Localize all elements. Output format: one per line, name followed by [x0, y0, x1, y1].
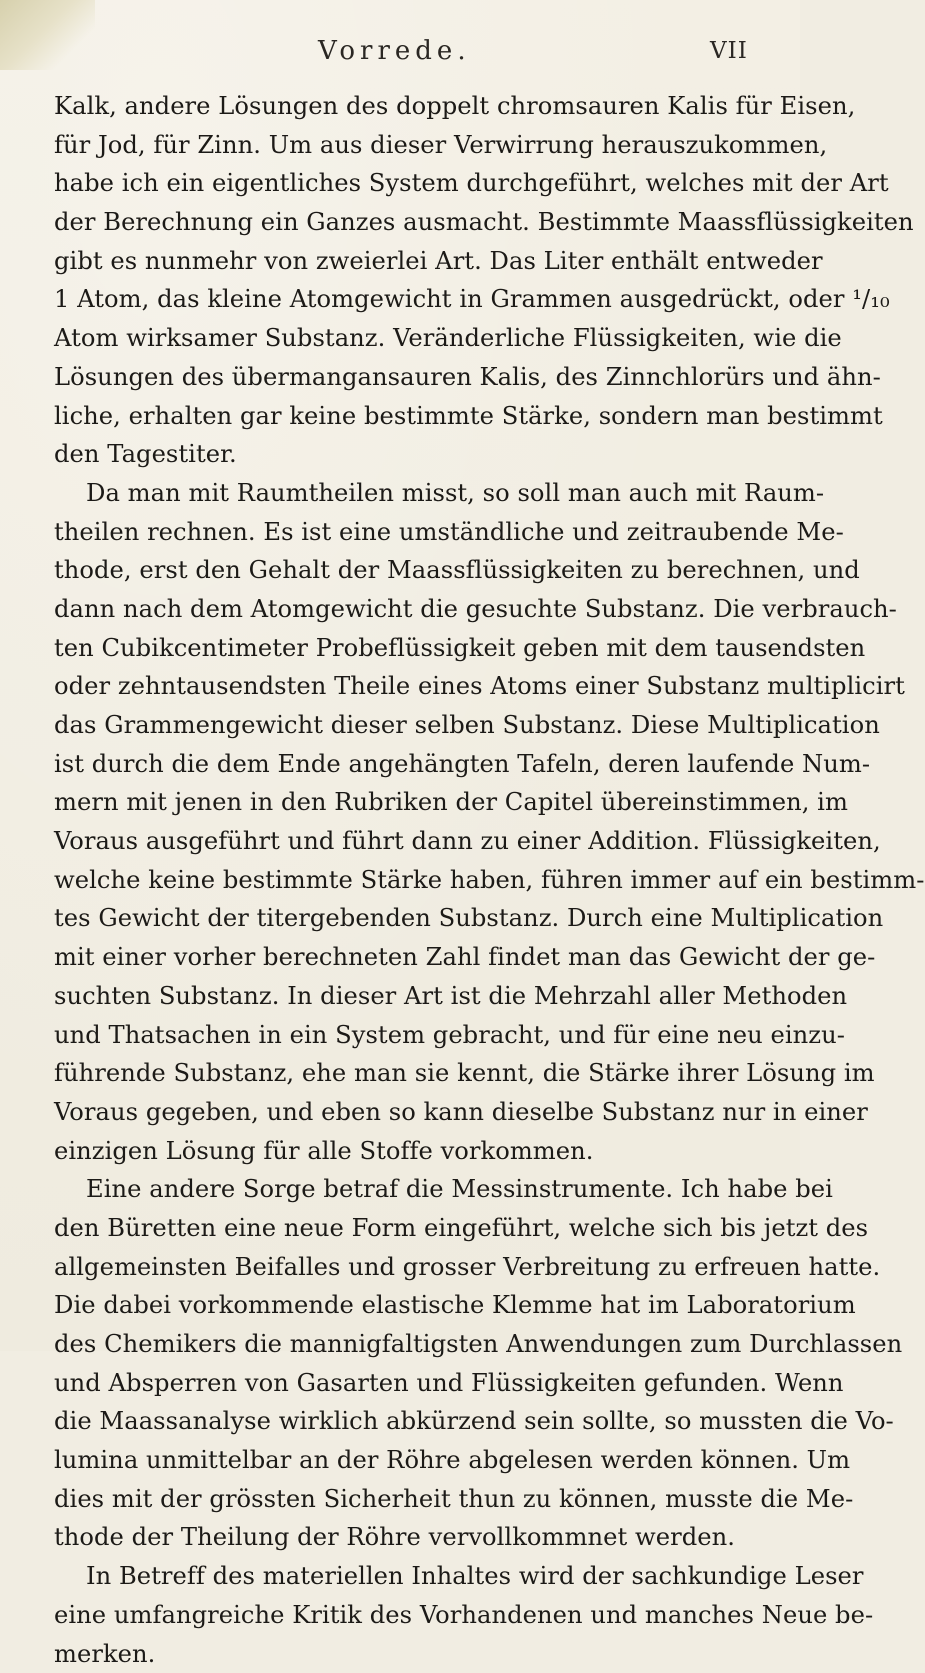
text-line: Voraus ausgeführt und führt dann zu einer Addition. Flüssigkeiten,: [54, 822, 770, 861]
text-line: lumina unmittelbar an der Röhre abgelesen werden können. Um: [54, 1441, 770, 1480]
text-line: der Berechnung ein Ganzes ausmacht. Bestimmte Maassflüssigkeiten: [54, 203, 770, 242]
text-line: das Grammengewicht dieser selben Substanz. Diese Multiplication: [54, 706, 770, 745]
text-line: mern mit jenen in den Rubriken der Capitel übereinstimmen, im: [54, 783, 770, 822]
text-line: suchten Substanz. In dieser Art ist die Mehrzahl aller Methoden: [54, 977, 770, 1016]
text-line: Eine andere Sorge betraf die Messinstrumente. Ich habe bei: [54, 1170, 770, 1209]
running-title: Vorrede.: [318, 36, 471, 66]
text-line: mit einer vorher berechneten Zahl findet man das Gewicht der ge-: [54, 938, 770, 977]
text-line: habe ich ein eigentliches System durchgeführt, welches mit der Art: [54, 164, 770, 203]
text-line: Kalk, andere Lösungen des doppelt chromsauren Kalis für Eisen,: [54, 87, 770, 126]
text-line: welche keine bestimmte Stärke haben, führen immer auf ein bestimm-: [54, 861, 770, 900]
text-line: die Maassanalyse wirklich abkürzend sein sollte, so mussten die Vo-: [54, 1402, 770, 1441]
text-line: eine umfangreiche Kritik des Vorhandenen und manches Neue be-: [54, 1596, 770, 1635]
text-line: gibt es nunmehr von zweierlei Art. Das Liter enthält entweder: [54, 242, 770, 281]
running-header: [0, 36, 800, 76]
text-line: thode, erst den Gehalt der Maassflüssigkeiten zu berechnen, und: [54, 551, 770, 590]
text-line: des Chemikers die mannigfaltigsten Anwendungen zum Durchlassen: [54, 1325, 770, 1364]
text-line: und Thatsachen in ein System gebracht, und für eine neu einzu-: [54, 1016, 770, 1055]
text-line: liche, erhalten gar keine bestimmte Stärke, sondern man bestimmt: [54, 397, 770, 436]
text-line: tes Gewicht der titergebenden Substanz. Durch eine Multiplication: [54, 899, 770, 938]
text-line: Atom wirksamer Substanz. Veränderliche Flüssigkeiten, wie die: [54, 319, 770, 358]
text-line: einzigen Lösung für alle Stoffe vorkommen.: [54, 1132, 770, 1171]
text-line: den Büretten eine neue Form eingeführt, welche sich bis jetzt des: [54, 1209, 770, 1248]
text-line: für Jod, für Zinn. Um aus dieser Verwirrung herauszukommen,: [54, 126, 770, 165]
text-line: 1 Atom, das kleine Atomgewicht in Grammen ausgedrückt, oder ¹/₁₀: [54, 280, 770, 319]
text-line: und Absperren von Gasarten und Flüssigkeiten gefunden. Wenn: [54, 1364, 770, 1403]
text-line: allgemeinsten Beifalles und grosser Verbreitung zu erfreuen hatte.: [54, 1248, 770, 1287]
text-line: oder zehntausendsten Theile eines Atoms einer Substanz multiplicirt: [54, 667, 770, 706]
text-line: Voraus gegeben, und eben so kann dieselbe Substanz nur in einer: [54, 1093, 770, 1132]
text-line: ten Cubikcentimeter Probeflüssigkeit geben mit dem tausendsten: [54, 629, 770, 668]
text-line: Die dabei vorkommende elastische Klemme hat im Laboratorium: [54, 1286, 770, 1325]
text-line: Da man mit Raumtheilen misst, so soll man auch mit Raum-: [54, 474, 770, 513]
page-number: VII: [710, 38, 748, 64]
text-line: dies mit der grössten Sicherheit thun zu können, musste die Me-: [54, 1480, 770, 1519]
body-text: [54, 87, 770, 1673]
text-line: theilen rechnen. Es ist eine umständliche und zeitraubende Me-: [54, 513, 770, 552]
text-line: Lösungen des übermangansauren Kalis, des Zinnchlorürs und ähn-: [54, 358, 770, 397]
text-line: ist durch die dem Ende angehängten Tafeln, deren laufende Num-: [54, 745, 770, 784]
text-line: den Tagestiter.: [54, 435, 770, 474]
text-line: merken.: [54, 1635, 770, 1673]
text-line: thode der Theilung der Röhre vervollkommnet werden.: [54, 1518, 770, 1557]
text-line: dann nach dem Atomgewicht die gesuchte Substanz. Die verbrauch-: [54, 590, 770, 629]
text-line: führende Substanz, ehe man sie kennt, die Stärke ihrer Lösung im: [54, 1054, 770, 1093]
text-line: In Betreff des materiellen Inhaltes wird der sachkundige Leser: [54, 1557, 770, 1596]
